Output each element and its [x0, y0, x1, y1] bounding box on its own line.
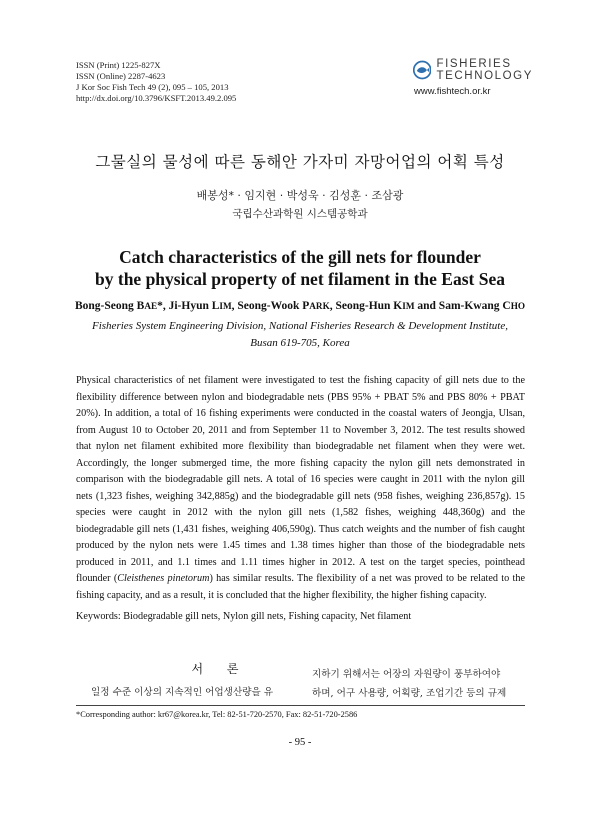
logo-line-technology: TECHNOLOGY — [436, 70, 533, 82]
abstract-line: produced in 2011, and 1.1 times and 1.11 times higher in 2012. A test on the target species, pointhead — [76, 556, 525, 568]
journal-citation: J Kor Soc Fish Tech 49 (2), 095 – 105, 2013 — [76, 82, 229, 92]
logo-line-fisheries: FISHERIES — [436, 58, 512, 70]
doi-link[interactable]: http://dx.doi.org/10.3796/KSFT.2013.49.2.095 — [76, 93, 237, 103]
affiliation-line-1: Fisheries System Engineering Division, National Fisheries Research & Development Institute, — [92, 320, 508, 332]
abstract-line: Accordingly, the longer submerged time, the more fishing capacity the nylon gill nets demonstrated in — [76, 457, 525, 469]
abstract-line: nets (1,323 fishes, weighing 342,885g) and the biodegradable gill nets (958 fishes, weighing 236,857g). 15 — [76, 490, 525, 502]
abstract-line: produced by the nylon nets were 1.45 times and 1.38 times higher than those of the biodegradable nets — [76, 540, 525, 551]
abstract-line: 20%). In addition, a total of 16 fishing experiments were conducted in the coastal waters of Jeongja, Ulsan, — [76, 408, 525, 419]
abstract-line: comparison with the biodegradable gill nets. A total of 16 species were caught in 2011 with the nylon gill — [76, 474, 525, 485]
issn-print: ISSN (Print) 1225-827X — [76, 60, 161, 70]
footnote-divider — [76, 705, 525, 706]
affiliation-line-2: Busan 619-705, Korea — [250, 337, 350, 349]
english-authors: Bong-Seong BAE*, Ji-Hyun LIM, Seong-Wook PARK, Seong-Hun KIM and Sam-Kwang CHO — [74, 300, 525, 312]
english-title — [0, 246, 600, 290]
intro-right-column — [312, 665, 526, 703]
korean-authors: 배봉성* · 임지현 · 박성욱 · 김성훈 · 조삼광 — [196, 189, 404, 202]
corresponding-author-footnote: *Corresponding author: kr67@korea.kr, Tel: 82-51-720-2570, Fax: 82-51-720-2586 — [76, 710, 358, 719]
abstract-line: flounder (Cleisthenes pinetorum) has similar results. The flexibility of a net was proved to be related to the — [76, 573, 525, 584]
korean-title: 그물실의 물성에 따른 동해안 가자미 자망어업의 어획 특성 — [95, 153, 505, 171]
journal-logo — [413, 58, 533, 108]
english-affiliation — [0, 318, 600, 352]
korean-affiliation: 국립수산과학원 시스템공학과 — [232, 208, 368, 220]
issn-online: ISSN (Online) 2287-4623 — [76, 71, 166, 81]
english-title-line-2: by the physical property of net filament in the East Sea — [95, 269, 505, 289]
intro-left-column: 일정 수준 이상의 지속적인 어업생산량을 유 — [91, 687, 274, 698]
publication-info — [76, 60, 236, 104]
abstract-line: biodegradable gill nets (1,431 fishes, weighing 406,590g). Thus catch weights and the number of fish caught — [76, 523, 525, 535]
intro-right-line-1: 지하기 위해서는 어장의 자원량이 풍부하여야 — [312, 669, 501, 680]
intro-right-line-2: 하며, 어구 사용량, 어획량, 조업기간 등의 규제 — [312, 688, 507, 699]
section-heading-introduction: 서 론 — [191, 662, 249, 676]
abstract — [76, 373, 525, 604]
abstract-line: species were caught in 2012 with the nylon gill nets (1,582 fishes, weighing 448,360g) and the — [76, 507, 525, 518]
page-number: - 95 - — [288, 737, 312, 748]
keywords: Keywords: Biodegradable gill nets, Nylon gill nets, Fishing capacity, Net filament — [76, 611, 412, 622]
abstract-line: fishing capacity, and as a result, it is concluded that the higher flexibility, the higher fishing capacity. — [76, 589, 487, 601]
abstract-line: flexibility difference between nylon and biodegradable nets (PBS 95% + PBAT 5% and PBS 80% + PBAT — [76, 391, 525, 403]
abstract-line: from August 10 to October 20, 2011 and from September 11 to November 3, 2012. The test results showed — [76, 424, 525, 436]
abstract-line: Physical characteristics of net filament were investigated to test the fishing capacity of gill nets due to the — [76, 375, 525, 386]
abstract-line: that nylon net filament exhibited more flexibility than biodegradable net filament when they were wet. — [76, 441, 525, 452]
journal-website[interactable]: www.fishtech.or.kr — [414, 86, 491, 97]
fish-logo-icon — [413, 58, 431, 82]
english-title-line-1: Catch characteristics of the gill nets for flounder — [119, 247, 481, 267]
